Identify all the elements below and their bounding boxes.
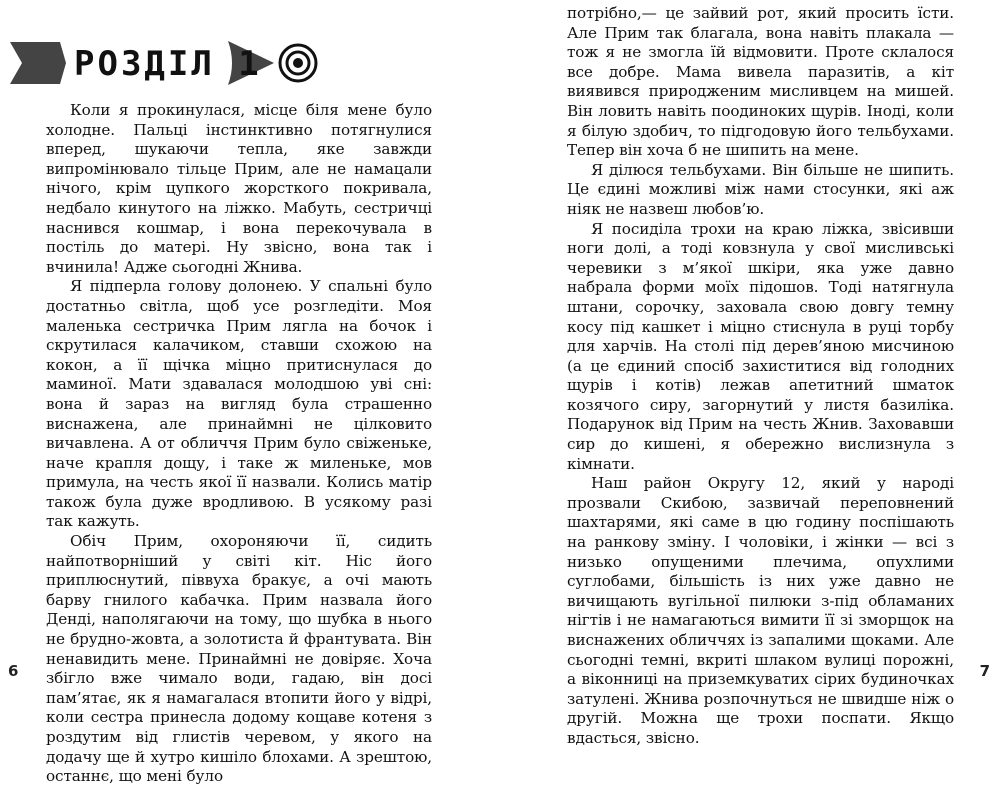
paragraph: Я посиділа трохи на краю ліжка, звісивши ноги долі, а тоді ковзнула у свої мисливські черевики з м’якої шкіри, яка уже давно набрала форми моїх підошов. Тоді натягнула штани, сорочку, заховала свою довгу темну косу під кашкет і міцно стиснула в руці торбу для харчів. На столі під дерев’яною мисчиною (а це єдиний спосіб захиститися від голодних щурів і котів) лежав апетитний шматок козячого сиру, загорнутий у листя базиліка. Подарунок від Прим на честь Жнив. Заховавши сир до кишені, я обережно вислизнула з кімнати. <box>567 219 954 473</box>
chapter-heading <box>8 38 348 88</box>
paragraph: Обіч Прим, охороняючи її, сидить найпотворніший у світі кіт. Ніс його приплюснутий, піввуха бракує, а очі мають барву гнилого кабачка. Прим назвала його Денді, наполягаючи на тому, що шубка в нього не брудно-жовта, а золотиста й франтувата. Він ненавидить мене. Принаймні не довіряє. Хоча збігло вже чимало води, гадаю, він досі пам’ятає, як я намагалася втопити його у відрі, коли сестра принесла додому кощаве котеня з роздутим від глистів черевом, у якого на додачу ще й хутро кишіло блохами. А зрештою, останнє, що мені було <box>46 532 432 786</box>
paragraph: Я ділюся тельбухами. Він більше не шипить. Це єдині можливі між нами стосунки, які аж ніяк не назвеш любов’ю. <box>567 160 954 218</box>
right-page-text <box>567 4 954 749</box>
page-number-left: 6 <box>8 662 19 680</box>
paragraph: Я підперла голову долонею. У спальні було достатньо світла, щоб усе розгледіти. Моя маленька сестричка Прим лягла на бочок і скрутилася калачиком, ставши схожою на кокон, а її щічка міцно притиснулася до маминої. Мати здавалася молодшою уві сні: вона й зараз на вигляд була страшенно виснажена, але принаймні не цілковито вичавлена. А от обличчя Прим було свіженьке, наче крапля дощу, і таке ж миленьке, мов примула, на честь якої її назвали. Колись матір також була дуже вродливою. В усякому разі так кажуть. <box>46 277 432 531</box>
left-page <box>0 0 500 786</box>
paragraph: потрібно,— це зайвий рот, який просить їсти. Але Прим так благала, вона навіть плакала — тож я не змогла їй відмовити. Проте склалося все добре. Мама вивела паразитів, а кіт виявився природженим мисливцем на мишей. Він ловить навіть поодиноких щурів. Іноді, коли я білую здобич, то підгодовую його тельбухами. Тепер він хоча б не шипить на мене. <box>567 4 954 160</box>
bullseye-icon <box>280 45 316 81</box>
paragraph: Наш район Округу 12, який у народі прозвали Скибою, зазвичай переповнений шахтарями, які саме в цю годину поспішають на ранкову зміну. І чоловіки, і жінки — всі з низько опущеними плечима, опухлими суглобами, більшість із них уже давно не вичищають вугільної пилюки з-під обламаних нігтів і не намагаються вимити її зі зморщок на виснажених обличчях із запалими щоками. Але сьогодні темні, вкриті шлаком вулиці порожні, а віконниці на приземкуватих сірих будиночках затулені. Жнива розпочнуться не швидше ніж о другій. Можна ще трохи поспати. Якщо вдасться, звісно. <box>567 474 954 747</box>
right-page <box>500 0 1000 747</box>
chevron-tab-icon <box>10 42 66 84</box>
page-number-right: 7 <box>979 662 990 680</box>
left-page-text <box>46 101 432 787</box>
paragraph: Коли я прокинулася, місце біля мене було холодне. Пальці інстинктивно потягнулися вперед, шукаючи тепла, яке завжди випромінювало тільце Прим, але не намацали нічого, крім цупкого жорсткого покривала, недбало кинутого на ліжко. Мабуть, сестричці наснився кошмар, і вона перекочувала в постіль до матері. Ну звісно, вона так і вчинила! Адже сьогодні Жнива. <box>46 101 432 276</box>
chapter-title: РОЗДІЛ 1 <box>74 44 262 84</box>
